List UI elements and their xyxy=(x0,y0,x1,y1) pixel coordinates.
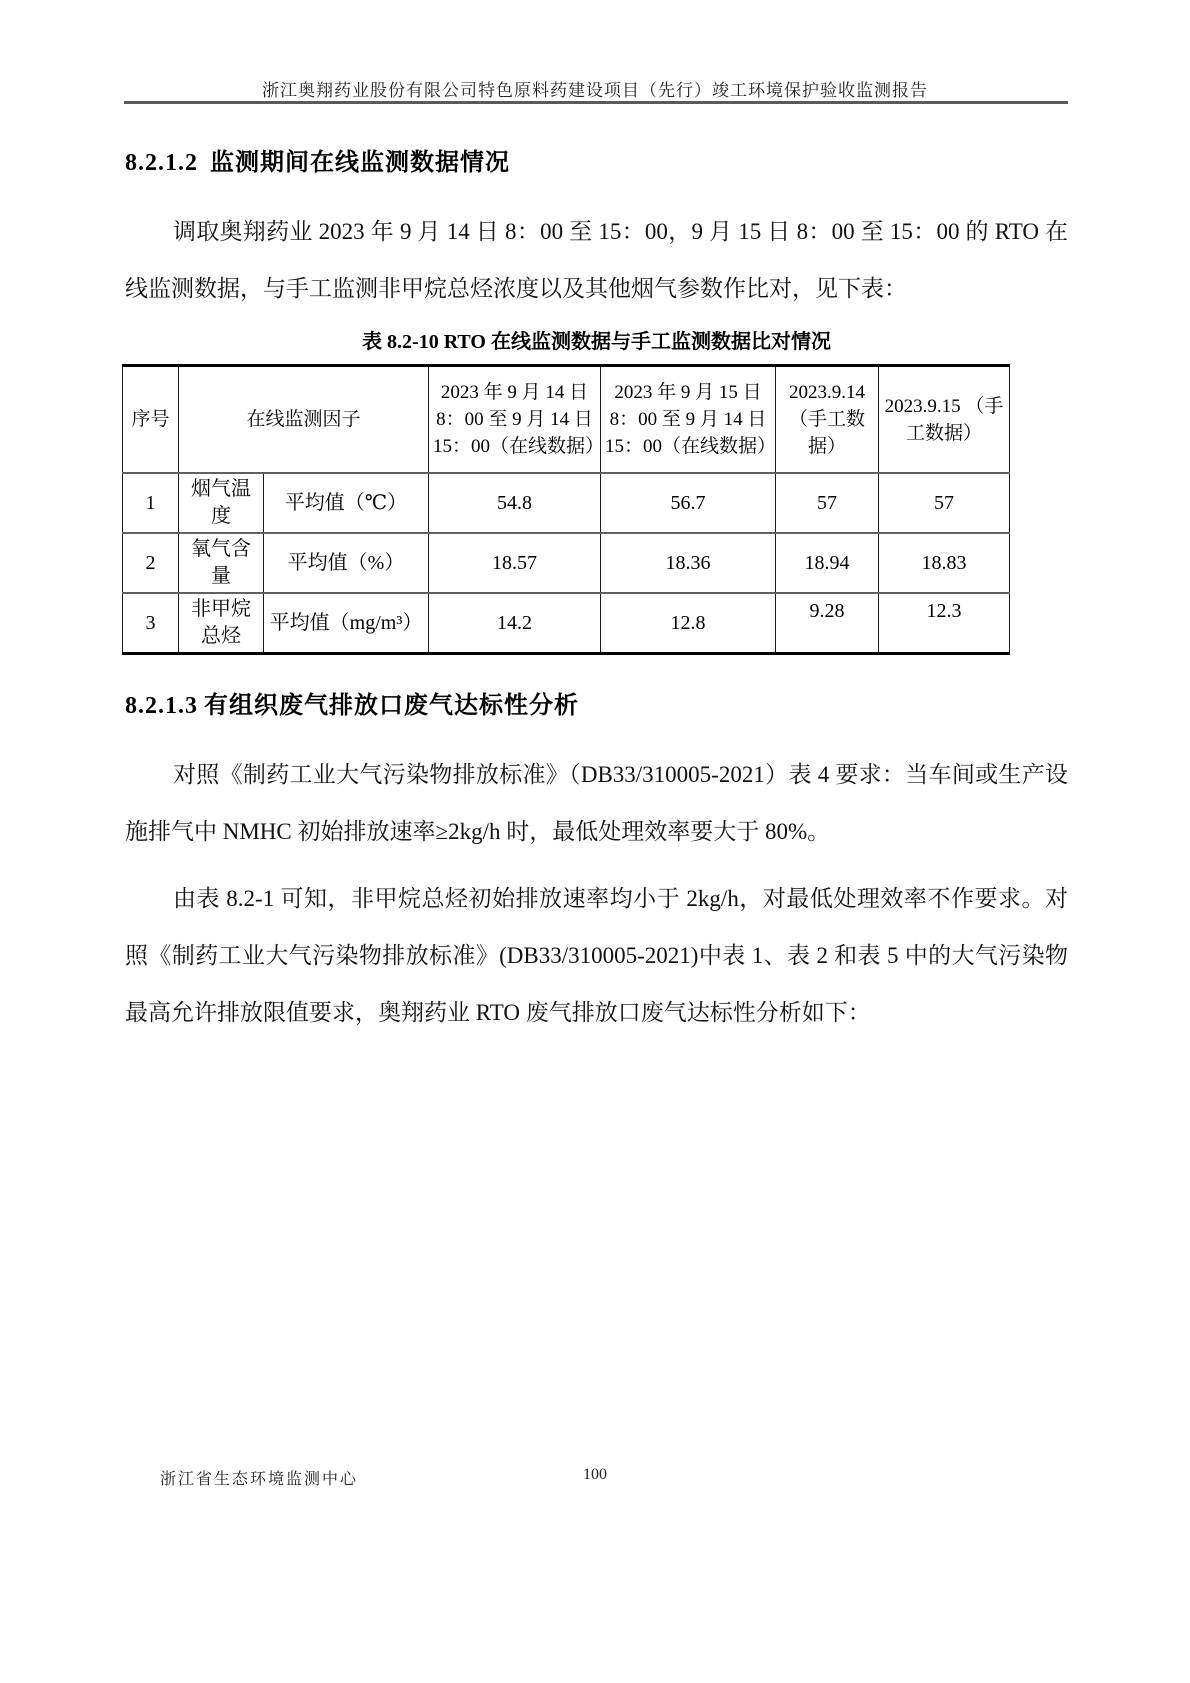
cell-manual-0914: 18.94 xyxy=(776,533,879,593)
cell-metric: 平均值（mg/m³） xyxy=(264,593,429,654)
header-manual-0914: 2023.9.14 （手工数据） xyxy=(776,366,879,474)
cell-online-0915: 56.7 xyxy=(601,473,776,533)
footer-organization: 浙江省生态环境监测中心 xyxy=(160,1471,359,1488)
page-header-title: 浙江奥翔药业股份有限公司特色原料药建设项目（先行）竣工环境保护验收监测报告 xyxy=(262,81,928,100)
header-divider xyxy=(124,101,1068,104)
table-row xyxy=(123,473,1010,533)
cell-online-0914: 54.8 xyxy=(429,473,601,533)
cell-metric: 平均值（%） xyxy=(264,533,429,593)
section-heading-8213 xyxy=(125,685,1068,720)
table-row xyxy=(123,533,1010,593)
cell-online-0915: 12.8 xyxy=(601,593,776,654)
page-body xyxy=(125,142,1068,1049)
section-heading-8212 xyxy=(125,142,1068,177)
cell-manual-0914: 9.28 xyxy=(776,593,879,654)
header-online-0914: 2023 年 9 月 14 日 8：00 至 9 月 14 日 15：00（在线数据） xyxy=(429,366,601,474)
header-manual-0915: 2023.9.15 （手工数据） xyxy=(879,366,1010,474)
paragraph-standard-requirement: 对照《制药工业大气污染物排放标准》（DB33/310005-2021）表 4 要求：当车间或生产设施排气中 NMHC 初始排放速率≥2kg/h 时，最低处理效率要大于 80%。 xyxy=(125,762,1068,844)
comparison-table xyxy=(122,364,1010,655)
cell-factor: 烟气温度 xyxy=(179,473,264,533)
table-caption: 表 8.2-10 RTO 在线监测数据与手工监测数据比对情况 xyxy=(362,331,831,353)
table-header-row xyxy=(123,366,1010,474)
table-row xyxy=(123,593,1010,654)
cell-factor: 非甲烷总烃 xyxy=(179,593,264,654)
cell-metric: 平均值（℃） xyxy=(264,473,429,533)
cell-online-0914: 14.2 xyxy=(429,593,601,654)
cell-index: 2 xyxy=(123,533,179,593)
cell-index: 3 xyxy=(123,593,179,654)
paragraph-analysis: 由表 8.2-1 可知，非甲烷总烃初始排放速率均小于 2kg/h，对最低处理效率不作要求。对照《制药工业大气污染物排放标准》(DB33/310005-2021)中表 1、表 2 和表 5 中的大气污染物最高允许排放限值要求，奥翔药业 RTO 废气排放口废气达标性分析如下： xyxy=(125,886,1068,1025)
section-title: 有组织废气排放口废气达标性分析 xyxy=(204,693,579,719)
cell-manual-0915: 12.3 xyxy=(879,593,1010,654)
cell-manual-0914: 57 xyxy=(776,473,879,533)
cell-manual-0915: 57 xyxy=(879,473,1010,533)
header-factor: 在线监测因子 xyxy=(179,366,429,474)
cell-manual-0915: 18.83 xyxy=(879,533,1010,593)
cell-online-0915: 18.36 xyxy=(601,533,776,593)
section-number: 8.2.1.2 xyxy=(125,150,198,176)
footer-page-number: 100 xyxy=(583,1466,607,1483)
cell-index: 1 xyxy=(123,473,179,533)
cell-factor: 氧气含量 xyxy=(179,533,264,593)
section-number: 8.2.1.3 xyxy=(125,693,198,719)
section-title: 监测期间在线监测数据情况 xyxy=(210,150,510,176)
cell-online-0914: 18.57 xyxy=(429,533,601,593)
paragraph-intro: 调取奥翔药业 2023 年 9 月 14 日 8：00 至 15：00，9 月 15 日 8：00 至 15：00 的 RTO 在线监测数据，与手工监测非甲烷总烃浓度以及其他烟气参数作比对，见下表： xyxy=(125,219,1069,301)
header-online-0915: 2023 年 9 月 15 日 8：00 至 9 月 14 日 15：00（在线数据） xyxy=(601,366,776,474)
header-index: 序号 xyxy=(123,366,179,474)
